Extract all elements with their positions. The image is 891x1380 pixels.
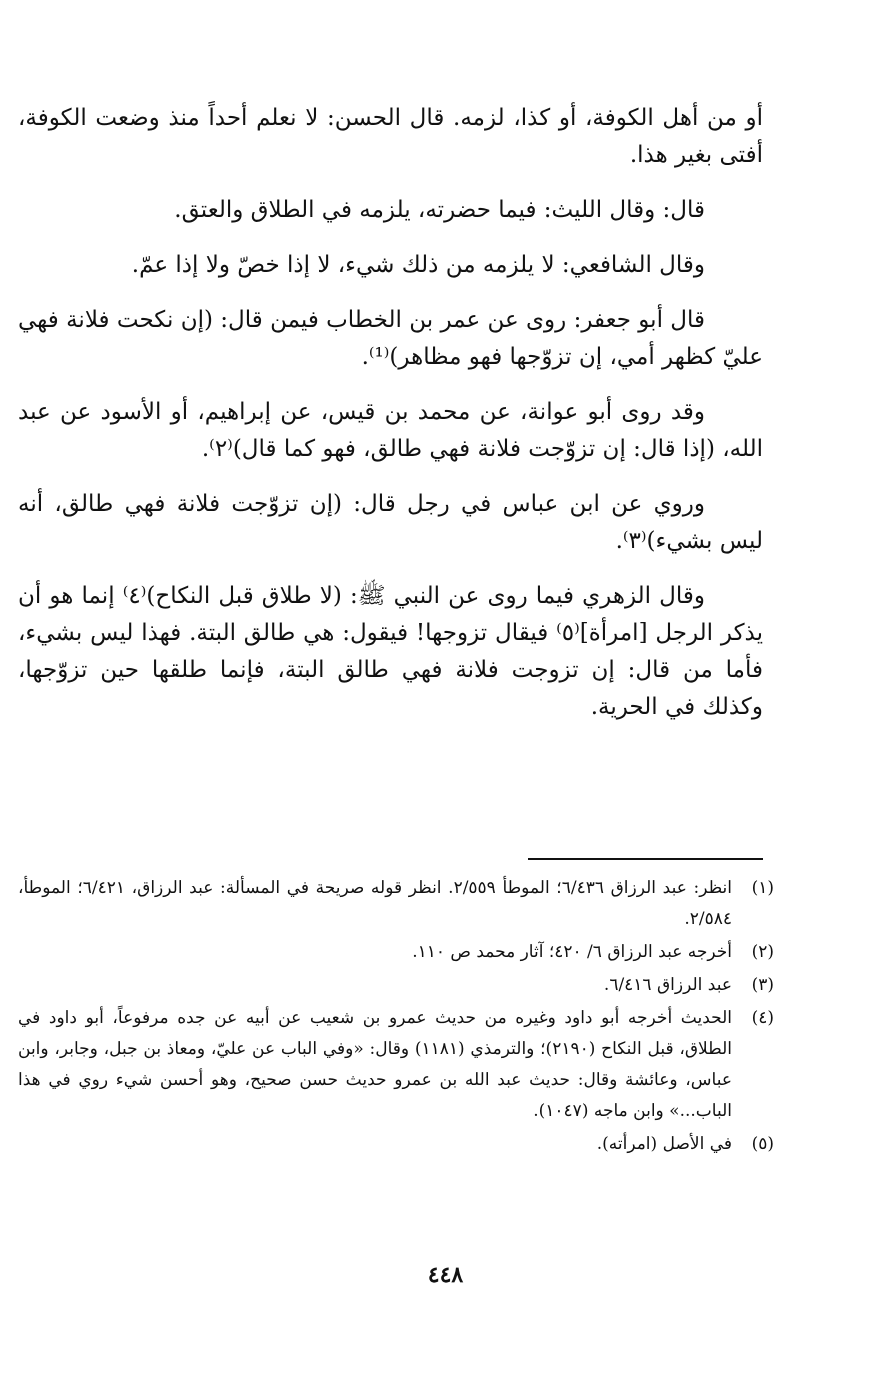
footnote bbox=[18, 873, 774, 935]
paragraph: قال: وقال الليث: فيما حضرته، يلزمه في الطلاق والعتق. bbox=[174, 197, 705, 223]
footnote-number: (٣) bbox=[751, 975, 774, 995]
footnote bbox=[18, 1129, 774, 1160]
footnote-number: (٢) bbox=[751, 942, 774, 962]
footnote-text: أخرجه عبد الرزاق ٦/ ٤٢٠؛ آثار محمد ص ١١٠. bbox=[412, 942, 732, 962]
footnote-number: (٤) bbox=[751, 1008, 774, 1028]
footnote-number: (١) bbox=[751, 878, 774, 898]
footnote bbox=[18, 937, 774, 968]
paragraph: وروي عن ابن عباس في رجل قال: (إن تزوّجت فلانة فهي طالق، أنه ليس بشيء)⁽٣⁾. bbox=[18, 491, 763, 554]
footnote-text: عبد الرزاق ٦/٤١٦. bbox=[603, 975, 732, 995]
footnote bbox=[18, 970, 774, 1001]
paragraph: وقال الشافعي: لا يلزمه من ذلك شيء، لا إذا خصّ ولا إذا عمّ. bbox=[131, 252, 705, 278]
footnotes bbox=[18, 873, 774, 1162]
footnote-number: (٥) bbox=[751, 1134, 774, 1154]
footnote-text: انظر: عبد الرزاق ٦/٤٣٦؛ الموطأ ٢/٥٥٩. انظر قوله صريحة في المسألة: عبد الرزاق، ٦/٤٢١؛ الموطأ، ٢/٥٨٤. bbox=[18, 878, 732, 929]
main-text bbox=[18, 100, 763, 744]
paragraph: أو من أهل الكوفة، أو كذا، لزمه. قال الحسن: لا نعلم أحداً منذ وضعت الكوفة، أفتى بغير هذا. bbox=[18, 105, 763, 168]
paragraph: وقد روى أبو عوانة، عن محمد بن قيس، عن إبراهيم، أو الأسود عن عبد الله، (إذا قال: إن تزوّجت فلانة فهي طالق، فهو كما قال)⁽٢⁾. bbox=[18, 399, 763, 462]
paragraph: وقال الزهري فيما روى عن النبي ﷺ: (لا طلاق قبل النكاح)⁽٤⁾ إنما هو أن يذكر الرجل [امرأة]⁽٥⁾ فيقال تزوجها! فيقول: هي طالق البتة. فهذا ليس بشيء، فأما من قال: إن تزوجت فلانة فهي طالق البتة، فإنما طلقها حين تزوّجها، وكذلك في الحرية. bbox=[18, 583, 763, 720]
footnote-text: الحديث أخرجه أبو داود وغيره من حديث عمرو بن شعيب عن أبيه عن جده مرفوعاً، أبو داود في الطلاق، قبل النكاح (٢١٩٠)؛ والترمذي (١١٨١) وقال: «وفي الباب عن عليّ، ومعاذ بن جبل، وجابر، وابن عباس، وعائشة وقال: حديث عبد الله بن عمرو حديث حسن صحيح، وهو أحسن شيء روي في هذا الباب...» وابن ماجه (١٠٤٧). bbox=[18, 1008, 733, 1121]
footnote-text: في الأصل (امرأته). bbox=[596, 1134, 732, 1154]
footnote-separator bbox=[528, 858, 763, 860]
page-number: ٤٤٨ bbox=[427, 1262, 464, 1288]
footnote bbox=[18, 1003, 774, 1127]
paragraph: قال أبو جعفر: روى عن عمر بن الخطاب فيمن قال: (إن نكحت فلانة فهي عليّ كظهر أمي، إن تزوّجها فهو مظاهر)⁽¹⁾. bbox=[18, 307, 763, 370]
